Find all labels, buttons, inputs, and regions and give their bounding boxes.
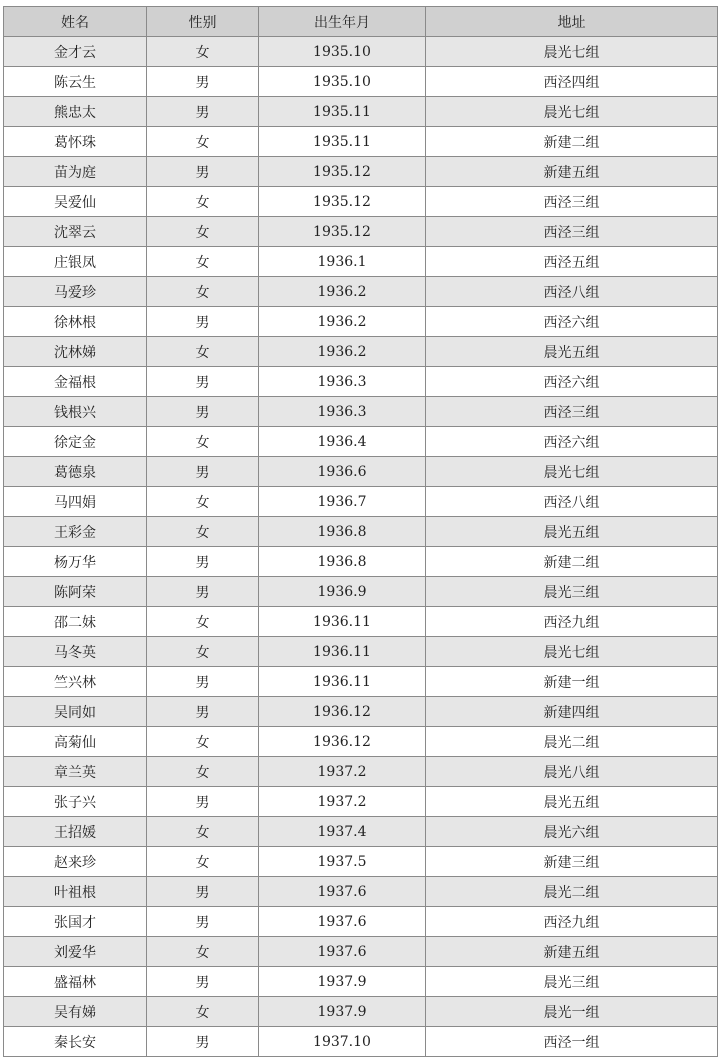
cell-birth-date: 1936.12 <box>259 727 426 757</box>
cell-name: 王招媛 <box>4 817 147 847</box>
table-row <box>4 907 718 937</box>
cell-birth-date: 1936.6 <box>259 457 426 487</box>
header-row <box>4 7 718 37</box>
cell-address: 晨光七组 <box>426 37 718 67</box>
table-row <box>4 67 718 97</box>
cell-name: 盛福林 <box>4 967 147 997</box>
cell-name: 葛怀珠 <box>4 127 147 157</box>
cell-gender: 女 <box>147 217 259 247</box>
cell-name: 高菊仙 <box>4 727 147 757</box>
table-row <box>4 997 718 1027</box>
cell-address: 西泾六组 <box>426 367 718 397</box>
cell-gender: 男 <box>147 307 259 337</box>
table-row <box>4 817 718 847</box>
cell-gender: 男 <box>147 787 259 817</box>
cell-address: 新建五组 <box>426 937 718 967</box>
cell-address: 新建二组 <box>426 127 718 157</box>
cell-gender: 男 <box>147 667 259 697</box>
cell-gender: 女 <box>147 997 259 1027</box>
cell-gender: 女 <box>147 337 259 367</box>
cell-name: 金才云 <box>4 37 147 67</box>
cell-birth-date: 1935.12 <box>259 187 426 217</box>
cell-address: 西泾三组 <box>426 217 718 247</box>
cell-gender: 女 <box>147 637 259 667</box>
cell-address: 西泾一组 <box>426 1027 718 1057</box>
table-header <box>4 7 718 37</box>
cell-address: 西泾八组 <box>426 487 718 517</box>
header-birth-date: 出生年月 <box>259 7 426 37</box>
cell-address: 西泾三组 <box>426 187 718 217</box>
cell-gender: 女 <box>147 427 259 457</box>
cell-gender: 女 <box>147 847 259 877</box>
cell-gender: 男 <box>147 547 259 577</box>
cell-address: 晨光三组 <box>426 967 718 997</box>
cell-name: 苗为庭 <box>4 157 147 187</box>
table-row <box>4 1027 718 1057</box>
cell-birth-date: 1935.12 <box>259 217 426 247</box>
table-row <box>4 457 718 487</box>
cell-name: 叶祖根 <box>4 877 147 907</box>
table-row <box>4 367 718 397</box>
table-row <box>4 727 718 757</box>
cell-address: 晨光六组 <box>426 817 718 847</box>
cell-address: 晨光一组 <box>426 997 718 1027</box>
cell-address: 晨光五组 <box>426 337 718 367</box>
table-row <box>4 967 718 997</box>
table-row <box>4 127 718 157</box>
cell-name: 陈阿荣 <box>4 577 147 607</box>
cell-birth-date: 1935.12 <box>259 157 426 187</box>
cell-address: 晨光五组 <box>426 517 718 547</box>
cell-birth-date: 1936.3 <box>259 367 426 397</box>
cell-gender: 女 <box>147 817 259 847</box>
cell-gender: 男 <box>147 697 259 727</box>
cell-address: 晨光二组 <box>426 727 718 757</box>
cell-birth-date: 1936.2 <box>259 337 426 367</box>
cell-birth-date: 1936.8 <box>259 547 426 577</box>
cell-gender: 女 <box>147 757 259 787</box>
cell-name: 刘爱华 <box>4 937 147 967</box>
cell-name: 赵来珍 <box>4 847 147 877</box>
cell-name: 陈云生 <box>4 67 147 97</box>
cell-name: 张国才 <box>4 907 147 937</box>
cell-address: 新建一组 <box>426 667 718 697</box>
cell-birth-date: 1936.2 <box>259 277 426 307</box>
cell-birth-date: 1936.11 <box>259 607 426 637</box>
cell-gender: 女 <box>147 517 259 547</box>
cell-name: 沈林娣 <box>4 337 147 367</box>
cell-name: 王彩金 <box>4 517 147 547</box>
cell-gender: 男 <box>147 397 259 427</box>
cell-name: 竺兴林 <box>4 667 147 697</box>
cell-address: 晨光七组 <box>426 457 718 487</box>
table-row <box>4 37 718 67</box>
cell-address: 西泾五组 <box>426 247 718 277</box>
cell-birth-date: 1935.10 <box>259 37 426 67</box>
table-row <box>4 397 718 427</box>
cell-birth-date: 1936.2 <box>259 307 426 337</box>
table-row <box>4 787 718 817</box>
cell-gender: 男 <box>147 457 259 487</box>
cell-gender: 女 <box>147 247 259 277</box>
cell-birth-date: 1936.4 <box>259 427 426 457</box>
table-row <box>4 757 718 787</box>
header-gender: 性别 <box>147 7 259 37</box>
table-row <box>4 277 718 307</box>
table-row <box>4 97 718 127</box>
cell-gender: 女 <box>147 37 259 67</box>
cell-birth-date: 1936.12 <box>259 697 426 727</box>
cell-name: 马四娟 <box>4 487 147 517</box>
cell-name: 熊忠太 <box>4 97 147 127</box>
cell-gender: 男 <box>147 577 259 607</box>
cell-name: 吴爱仙 <box>4 187 147 217</box>
cell-birth-date: 1937.2 <box>259 757 426 787</box>
cell-birth-date: 1936.7 <box>259 487 426 517</box>
cell-gender: 女 <box>147 187 259 217</box>
cell-birth-date: 1937.10 <box>259 1027 426 1057</box>
roster-table <box>3 6 718 1057</box>
table-row <box>4 697 718 727</box>
cell-birth-date: 1936.1 <box>259 247 426 277</box>
cell-gender: 女 <box>147 607 259 637</box>
cell-birth-date: 1936.9 <box>259 577 426 607</box>
cell-gender: 女 <box>147 937 259 967</box>
cell-address: 西泾四组 <box>426 67 718 97</box>
cell-name: 金福根 <box>4 367 147 397</box>
cell-birth-date: 1937.6 <box>259 877 426 907</box>
cell-gender: 男 <box>147 967 259 997</box>
cell-address: 新建二组 <box>426 547 718 577</box>
table-row <box>4 607 718 637</box>
cell-birth-date: 1935.10 <box>259 67 426 97</box>
cell-gender: 女 <box>147 487 259 517</box>
cell-address: 晨光七组 <box>426 637 718 667</box>
cell-birth-date: 1935.11 <box>259 97 426 127</box>
cell-address: 新建三组 <box>426 847 718 877</box>
table-row <box>4 937 718 967</box>
cell-birth-date: 1936.3 <box>259 397 426 427</box>
table-row <box>4 577 718 607</box>
cell-address: 晨光五组 <box>426 787 718 817</box>
table-row <box>4 667 718 697</box>
cell-birth-date: 1937.4 <box>259 817 426 847</box>
cell-address: 西泾六组 <box>426 427 718 457</box>
cell-name: 秦长安 <box>4 1027 147 1057</box>
header-name: 姓名 <box>4 7 147 37</box>
cell-name: 马冬英 <box>4 637 147 667</box>
table-row <box>4 427 718 457</box>
cell-name: 吴同如 <box>4 697 147 727</box>
table-row <box>4 217 718 247</box>
cell-gender: 男 <box>147 67 259 97</box>
cell-birth-date: 1936.11 <box>259 637 426 667</box>
table-row <box>4 337 718 367</box>
cell-gender: 男 <box>147 157 259 187</box>
cell-name: 邵二妹 <box>4 607 147 637</box>
cell-birth-date: 1935.11 <box>259 127 426 157</box>
cell-birth-date: 1937.6 <box>259 907 426 937</box>
cell-gender: 男 <box>147 367 259 397</box>
cell-address: 西泾九组 <box>426 607 718 637</box>
cell-birth-date: 1937.5 <box>259 847 426 877</box>
cell-address: 晨光三组 <box>426 577 718 607</box>
table-body <box>4 37 718 1057</box>
cell-address: 晨光八组 <box>426 757 718 787</box>
cell-address: 新建四组 <box>426 697 718 727</box>
cell-gender: 男 <box>147 1027 259 1057</box>
table-row <box>4 847 718 877</box>
cell-name: 钱根兴 <box>4 397 147 427</box>
cell-gender: 女 <box>147 127 259 157</box>
cell-gender: 男 <box>147 97 259 127</box>
table-row <box>4 487 718 517</box>
cell-name: 张子兴 <box>4 787 147 817</box>
cell-address: 西泾三组 <box>426 397 718 427</box>
cell-birth-date: 1937.9 <box>259 967 426 997</box>
cell-address: 晨光七组 <box>426 97 718 127</box>
table-row <box>4 247 718 277</box>
cell-name: 沈翠云 <box>4 217 147 247</box>
cell-birth-date: 1937.9 <box>259 997 426 1027</box>
cell-name: 马爱珍 <box>4 277 147 307</box>
header-address: 地址 <box>426 7 718 37</box>
cell-birth-date: 1936.11 <box>259 667 426 697</box>
cell-address: 西泾九组 <box>426 907 718 937</box>
cell-gender: 男 <box>147 877 259 907</box>
table-row <box>4 307 718 337</box>
cell-name: 吴有娣 <box>4 997 147 1027</box>
cell-name: 徐林根 <box>4 307 147 337</box>
cell-address: 西泾八组 <box>426 277 718 307</box>
cell-birth-date: 1937.6 <box>259 937 426 967</box>
table-row <box>4 187 718 217</box>
table-row <box>4 547 718 577</box>
cell-name: 庄银凤 <box>4 247 147 277</box>
table-row <box>4 877 718 907</box>
cell-name: 葛德泉 <box>4 457 147 487</box>
table-row <box>4 157 718 187</box>
cell-gender: 男 <box>147 907 259 937</box>
table-row <box>4 637 718 667</box>
cell-birth-date: 1936.8 <box>259 517 426 547</box>
cell-address: 新建五组 <box>426 157 718 187</box>
cell-gender: 女 <box>147 277 259 307</box>
cell-name: 章兰英 <box>4 757 147 787</box>
table-row <box>4 517 718 547</box>
cell-birth-date: 1937.2 <box>259 787 426 817</box>
cell-name: 徐定金 <box>4 427 147 457</box>
cell-address: 晨光二组 <box>426 877 718 907</box>
cell-name: 杨万华 <box>4 547 147 577</box>
cell-gender: 女 <box>147 727 259 757</box>
cell-address: 西泾六组 <box>426 307 718 337</box>
